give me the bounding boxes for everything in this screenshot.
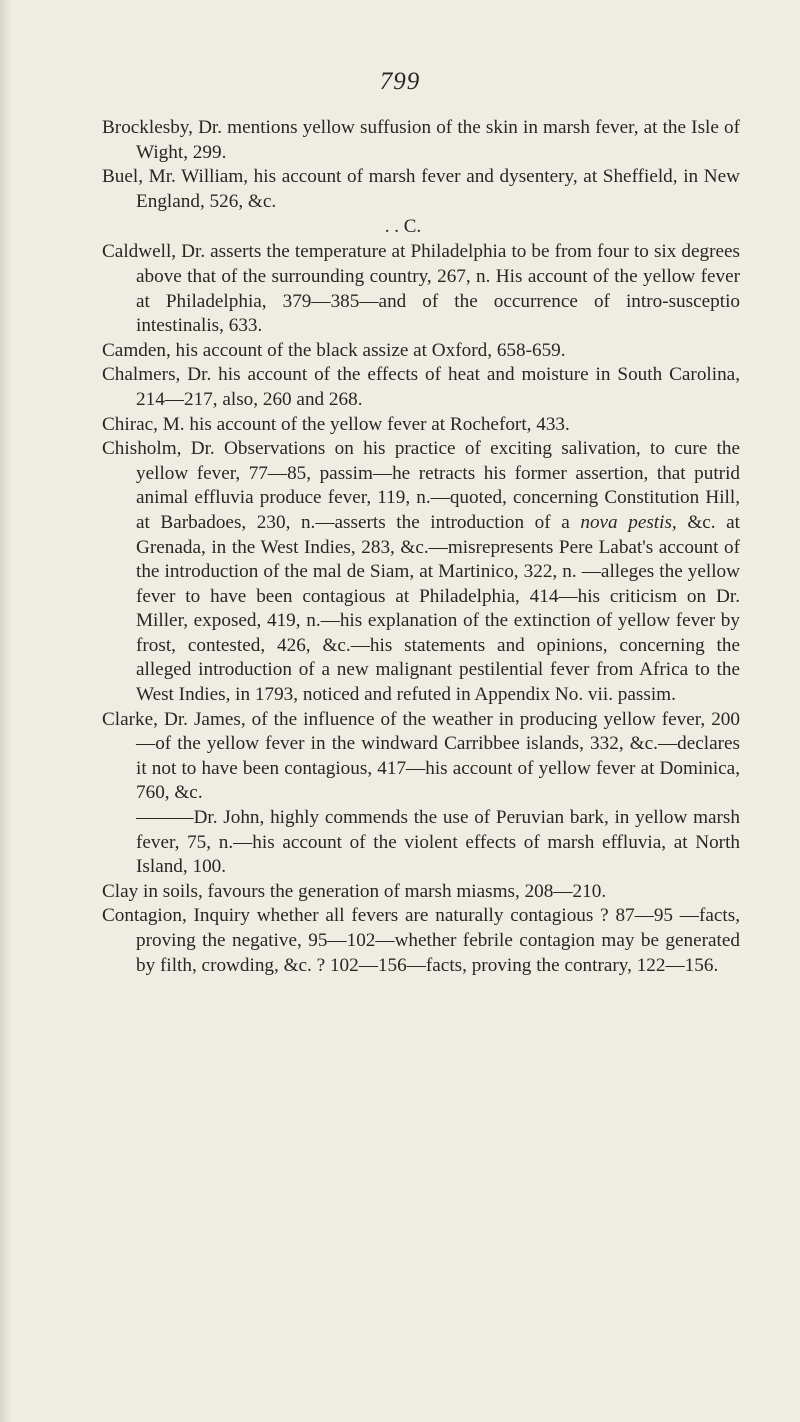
chisholm-text-part-1: Chisholm, Dr. Observations on his practice of exciting salivation, to cure the yellow fever, 77—85, passim—he retracts his former assertion, that putrid animal effluvia produce fever, 119, n.—quoted, concerning Constitution Hill, at Barbadoes, 230, n.—asserts the introduction of a (102, 438, 740, 533)
index-entry-chirac: Chirac, M. his account of the yellow fever at Rochefort, 433. (102, 413, 570, 435)
index-entry-clarke-john: ———Dr. John, highly commends the use of Peruvian bark, in yellow marsh fever, 75, n.—his account of the violent effects of marsh effluvia, at North Island, 100. (136, 807, 740, 878)
page-number: 799 (379, 68, 421, 95)
section-letter-c: . . C. (384, 216, 422, 238)
index-entry-camden: Camden, his account of the black assize at Oxford, 658-659. (102, 339, 566, 361)
index-entry-caldwell: Caldwell, Dr. asserts the temperature at Philadelphia to be from four to six degrees above that of the surrounding country, 267, n. His account of the yellow fever at Philadelphia, 379—385—and of the occurrence of intro-susceptio intestinalis, 633. (102, 241, 740, 337)
index-entry-contagion: Contagion, Inquiry whether all fevers are naturally contagious ? 87—95 —facts, proving the negative, 95—102—whether febrile contagion may be generated by filth, crowding, &c. ? 102—156—facts, proving the contrary, 122—156. (102, 905, 740, 976)
chisholm-text-part-2: &c. at Grenada, in the West Indies, 283, &c.—misrepresents Pere Labat's account of the introduction of the mal de Siam, at Martinico, 322, n. —alleges the yellow fever to have been contagious at Philadelphia, 414—his criticism on Dr. Miller, exposed, 419, n.—his explanation of the extinction of yellow fever by frost, contested, 426, &c.—his statements and opinions, concerning the alleged introduction of a new malignant pestilential fever from Africa to the West Indies, in 1793, noticed and refuted in Appendix No. vii. passim. (136, 511, 740, 706)
index-entry-brocklesby: Brocklesby, Dr. mentions yellow suffusion of the skin in marsh fever, at the Isle of Wight, 299. (102, 117, 740, 163)
index-entry-chalmers: Chalmers, Dr. his account of the effects of heat and moisture in South Carolina, 214—217, also, 260 and 268. (102, 364, 740, 410)
index-entry-clarke-james: Clarke, Dr. James, of the influence of the weather in producing yellow fever, 200—of the yellow fever in the windward Carribbee islands, 332, &c.—declares it not to have been contagious, 417—his account of yellow fever at Dominica, 760, &c. (102, 708, 740, 804)
index-column (102, 116, 740, 978)
index-entry-clay: Clay in soils, favours the generation of marsh miasms, 208—210. (102, 880, 607, 902)
index-entry-chisholm (102, 437, 740, 708)
page-edge (0, 0, 12, 1422)
index-entry-buel: Buel, Mr. William, his account of marsh fever and dysentery, at Sheffield, in New England, 526, &c. (102, 166, 740, 212)
chisholm-italic-term: nova pestis, (580, 511, 677, 533)
